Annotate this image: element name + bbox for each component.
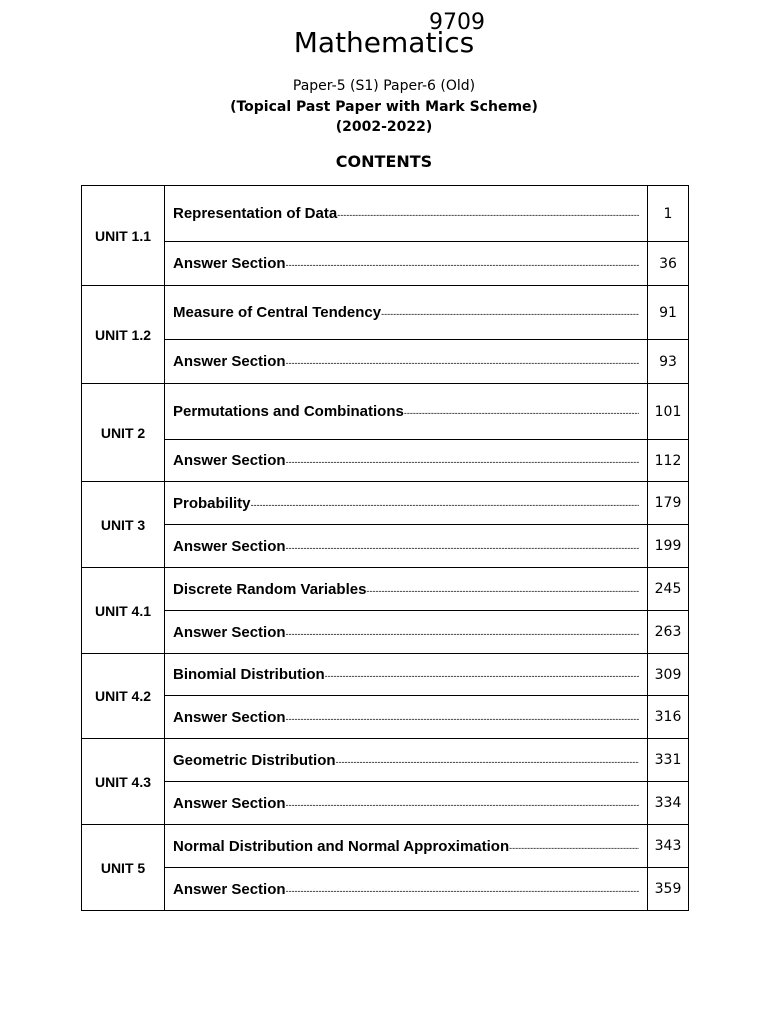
paper-subtitle: Paper-5 (S1) Paper-6 (Old) <box>292 78 476 94</box>
unit-label: UNIT 5 <box>82 825 165 911</box>
topic-title: Geometric Distribution <box>173 751 336 769</box>
leader-dots <box>325 671 639 681</box>
topic-entry[interactable] <box>165 384 648 440</box>
table-row <box>82 568 689 611</box>
table-row <box>82 525 689 568</box>
table-row <box>82 654 689 696</box>
topic-page-number: 343 <box>648 825 689 868</box>
table-row <box>82 440 689 482</box>
unit-label: UNIT 4.1 <box>82 568 165 654</box>
table-row <box>82 825 689 868</box>
table-row <box>82 340 689 384</box>
answer-entry[interactable] <box>165 696 648 739</box>
table-row <box>82 242 689 286</box>
answer-page-number: 359 <box>648 868 689 911</box>
leader-dots <box>286 260 639 270</box>
leader-dots <box>251 500 639 510</box>
leader-dots <box>404 408 639 418</box>
unit-label: UNIT 3 <box>82 482 165 568</box>
answer-entry[interactable] <box>165 611 648 654</box>
topic-page-number: 245 <box>648 568 689 611</box>
leader-dots <box>286 800 639 810</box>
answer-title: Answer Section <box>173 255 286 272</box>
answer-title: Answer Section <box>173 537 286 555</box>
table-row <box>82 696 689 739</box>
topic-title: Normal Distribution and Normal Approximation <box>173 837 510 855</box>
answer-page-number: 93 <box>648 340 689 384</box>
topic-entry[interactable] <box>165 739 648 782</box>
leader-dots <box>286 358 639 368</box>
topic-page-number: 179 <box>648 482 689 525</box>
unit-label: UNIT 1.1 <box>82 186 165 286</box>
answer-page-number: 112 <box>648 440 689 482</box>
year-range: (2002-2022) <box>335 119 433 135</box>
answer-entry[interactable] <box>165 782 648 825</box>
answer-entry[interactable] <box>165 525 648 568</box>
leader-dots <box>336 757 639 767</box>
answer-page-number: 316 <box>648 696 689 739</box>
unit-label: UNIT 4.2 <box>82 654 165 739</box>
contents-table <box>81 185 689 911</box>
table-row <box>82 868 689 911</box>
page-title: Mathematics <box>293 26 475 59</box>
answer-title: Answer Section <box>173 353 286 370</box>
answer-title: Answer Section <box>173 708 286 726</box>
topic-page-number: 101 <box>648 384 689 440</box>
topic-entry[interactable] <box>165 286 648 340</box>
topic-page-number: 91 <box>648 286 689 340</box>
answer-title: Answer Section <box>173 794 286 812</box>
topic-entry[interactable] <box>165 654 648 696</box>
topic-title: Measure of Central Tendency <box>173 304 382 321</box>
answer-title: Answer Section <box>173 880 286 898</box>
answer-page-number: 199 <box>648 525 689 568</box>
topic-title: Representation of Data <box>173 205 338 222</box>
unit-label: UNIT 1.2 <box>82 286 165 384</box>
answer-entry[interactable] <box>165 440 648 482</box>
topic-page-number: 331 <box>648 739 689 782</box>
leader-dots <box>366 586 639 596</box>
table-row <box>82 782 689 825</box>
answer-title: Answer Section <box>173 452 286 469</box>
topic-entry[interactable] <box>165 482 648 525</box>
answer-page-number: 36 <box>648 242 689 286</box>
leader-dots <box>286 886 639 896</box>
topic-title: Binomial Distribution <box>173 666 325 683</box>
answer-title: Answer Section <box>173 623 286 641</box>
leader-dots <box>337 210 639 220</box>
topic-title: Discrete Random Variables <box>173 580 367 598</box>
topic-entry[interactable] <box>165 186 648 242</box>
table-row <box>82 186 689 242</box>
table-row <box>82 286 689 340</box>
leader-dots <box>286 714 639 724</box>
table-row <box>82 611 689 654</box>
leader-dots <box>286 629 639 639</box>
leader-dots <box>509 843 639 853</box>
topic-title: Permutations and Combinations <box>173 403 404 420</box>
paper-description: (Topical Past Paper with Mark Scheme) <box>230 99 538 115</box>
topic-page-number: 309 <box>648 654 689 696</box>
leader-dots <box>286 457 639 467</box>
table-row <box>82 739 689 782</box>
answer-entry[interactable] <box>165 242 648 286</box>
paper-code: 9709 <box>429 10 485 35</box>
answer-entry[interactable] <box>165 340 648 384</box>
answer-page-number: 334 <box>648 782 689 825</box>
topic-title: Probability <box>173 494 251 512</box>
topic-entry[interactable] <box>165 825 648 868</box>
topic-page-number: 1 <box>648 186 689 242</box>
leader-dots <box>381 309 639 319</box>
unit-label: UNIT 4.3 <box>82 739 165 825</box>
table-row <box>82 482 689 525</box>
contents-heading: CONTENTS <box>335 152 433 171</box>
table-row <box>82 384 689 440</box>
unit-label: UNIT 2 <box>82 384 165 482</box>
leader-dots <box>286 543 639 553</box>
topic-entry[interactable] <box>165 568 648 611</box>
answer-page-number: 263 <box>648 611 689 654</box>
answer-entry[interactable] <box>165 868 648 911</box>
